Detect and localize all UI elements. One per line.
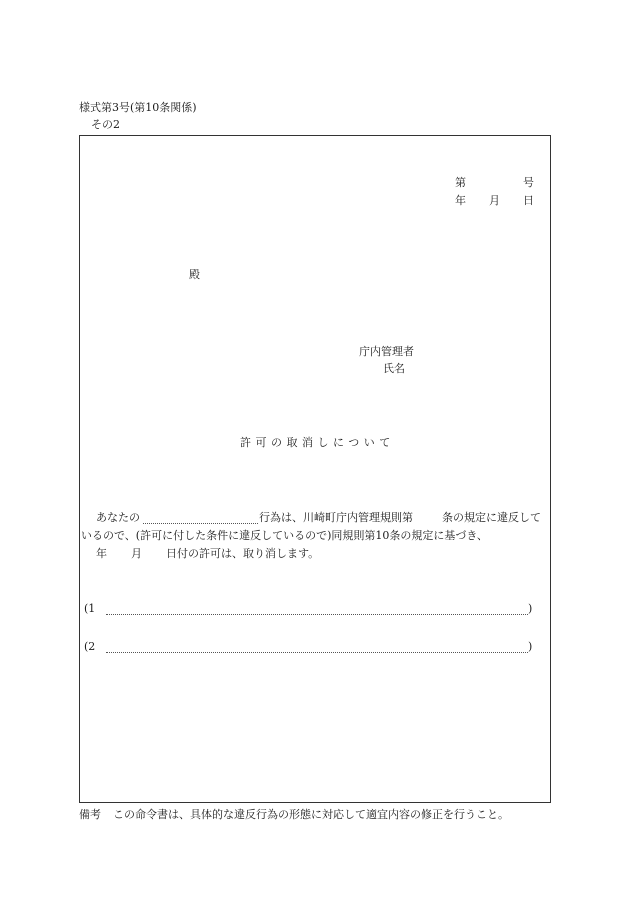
item-1-open: (1 <box>84 602 96 615</box>
addressee-dono: 殿 <box>189 268 200 281</box>
issuer-title: 庁内管理者 <box>359 345 414 358</box>
issuer-name-label: 氏名 <box>383 362 405 375</box>
item-2-open: (2 <box>84 640 96 653</box>
item-1-line <box>106 614 528 615</box>
form-frame <box>79 135 551 803</box>
doc-number-go: 号 <box>523 176 534 189</box>
item-2-line <box>106 652 528 653</box>
note-text: この命令書は、具体的な違反行為の形態に対応して適宜内容の修正を行うこと。 <box>113 808 509 821</box>
document-title: 許可の取消しについて <box>240 436 395 449</box>
form-sub-label: その2 <box>91 118 120 131</box>
date-day: 日 <box>523 194 534 207</box>
item-2-close: ) <box>528 640 533 653</box>
body-line1-suffix: 条の規定に違反して <box>442 511 541 524</box>
item-1-close: ) <box>528 602 533 615</box>
body-line3-month: 月 <box>131 547 142 560</box>
violation-blank-line <box>143 523 258 524</box>
form-label: 様式第3号(第10条関係) <box>79 101 197 114</box>
body-line3-rest: 日付の許可は、取り消します。 <box>166 547 320 560</box>
body-line1-prefix: あなたの <box>96 511 140 524</box>
doc-number-dai: 第 <box>455 176 466 189</box>
body-line2: いるので、(許可に付した条件に違反しているので)同規則第10条の規定に基づき、 <box>81 529 488 542</box>
note-label: 備考 <box>79 808 101 821</box>
date-month: 月 <box>489 194 500 207</box>
date-year: 年 <box>455 194 466 207</box>
body-line1-middle: 行為は、川崎町庁内管理規則第 <box>259 511 413 524</box>
body-line3-year: 年 <box>96 547 107 560</box>
